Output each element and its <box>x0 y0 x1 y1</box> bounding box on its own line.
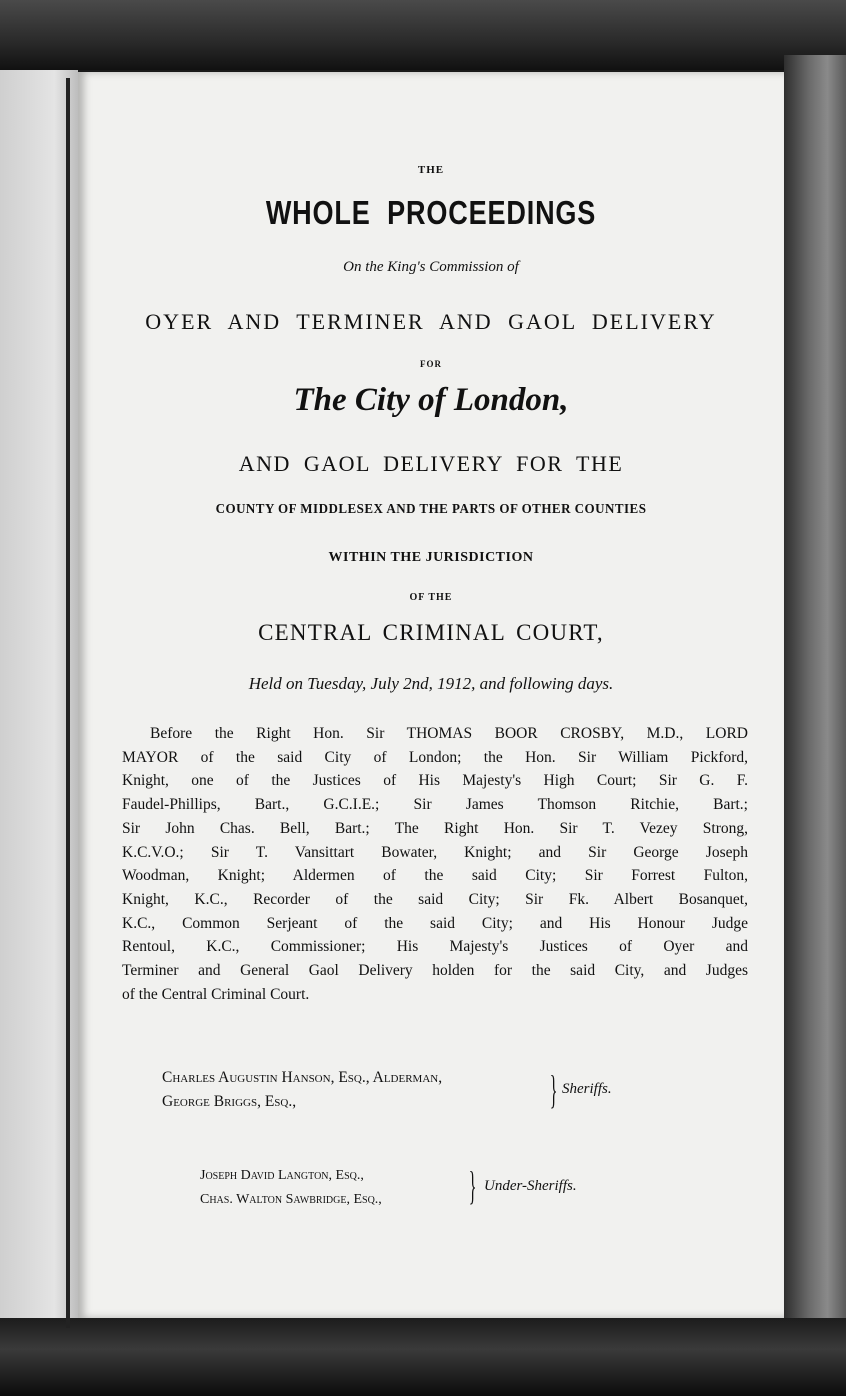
paragraph-line: Faudel-Phillips, Bart., G.C.I.E.; Sir James Thomson Ritchie, Bart.; <box>122 796 748 814</box>
title-page <box>78 72 784 1318</box>
paragraph-line: Knight, one of the Justices of His Majesty's High Court; Sir G. F. <box>122 772 748 790</box>
oyer-terminer-line: OYER AND TERMINER AND GAOL DELIVERY <box>145 309 717 334</box>
paragraph-line: Rentoul, K.C., Commissioner; His Majesty's Justices of Oyer and <box>122 938 748 956</box>
page-title: WHOLE PROCEEDINGS <box>265 194 597 231</box>
jurisdiction-line: WITHIN THE JURISDICTION <box>328 550 534 565</box>
sheriffs-names <box>162 1066 442 1114</box>
sheriffs-brace: } <box>549 1067 558 1112</box>
paragraph-line: of the Central Criminal Court. <box>122 985 310 1003</box>
justices-paragraph <box>122 722 748 1006</box>
for-label: FOR <box>420 359 442 369</box>
under-sheriff-name: Chas. Walton Sawbridge, Esq., <box>200 1192 382 1207</box>
sheriffs-label: Sheriffs. <box>562 1081 612 1097</box>
under-sheriffs-label: Under-Sheriffs. <box>484 1178 577 1194</box>
county-line: COUNTY OF MIDDLESEX AND THE PARTS OF OTHER COUNTIES <box>215 502 647 517</box>
sheriff-name: Charles Augustin Hanson, Esq., Alderman, <box>162 1069 443 1086</box>
paragraph-line: MAYOR of the said City of London; the Hon. Sir William Pickford, <box>122 748 748 766</box>
paragraph-line: Before the Right Hon. Sir THOMAS BOOR CROSBY, M.D., LORD <box>150 725 748 742</box>
paragraph-line: K.C., Common Serjeant of the said City; and His Honour Judge <box>122 914 748 932</box>
paragraph-line: K.C.V.O.; Sir T. Vansittart Bowater, Knight; and Sir George Joseph <box>122 843 748 861</box>
commission-line: On the King's Commission of <box>343 259 519 275</box>
book-bottom-edge <box>0 1318 846 1396</box>
under-sheriff-name: Joseph David Langton, Esq., <box>200 1168 364 1183</box>
session-date-line: Held on Tuesday, July 2nd, 1912, and following days. <box>248 674 614 693</box>
book-right-edge <box>784 55 846 1340</box>
gaol-delivery-line: AND GAOL DELIVERY FOR THE <box>238 451 624 476</box>
page-gutter <box>66 78 70 1328</box>
paragraph-line: Sir John Chas. Bell, Bart.; The Right Hon. Sir T. Vezey Strong, <box>122 819 748 837</box>
court-name: CENTRAL CRIMINAL COURT, <box>258 620 604 645</box>
paragraph-line: Terminer and General Gaol Delivery holden for the said City, and Judges <box>122 962 748 980</box>
sheriff-name: George Briggs, Esq., <box>162 1093 297 1110</box>
paragraph-line: Woodman, Knight; Aldermen of the said City; Sir Forrest Fulton, <box>122 867 748 885</box>
of-the-label: OF THE <box>409 592 453 603</box>
under-sheriffs-brace: } <box>468 1163 477 1208</box>
the-label: THE <box>417 164 445 176</box>
under-sheriffs-names <box>200 1164 382 1212</box>
book-top-edge <box>0 0 846 70</box>
paragraph-line: Knight, K.C., Recorder of the said City; Sir Fk. Albert Bosanquet, <box>122 890 748 908</box>
city-of-london-heading: The City of London, <box>293 382 569 418</box>
